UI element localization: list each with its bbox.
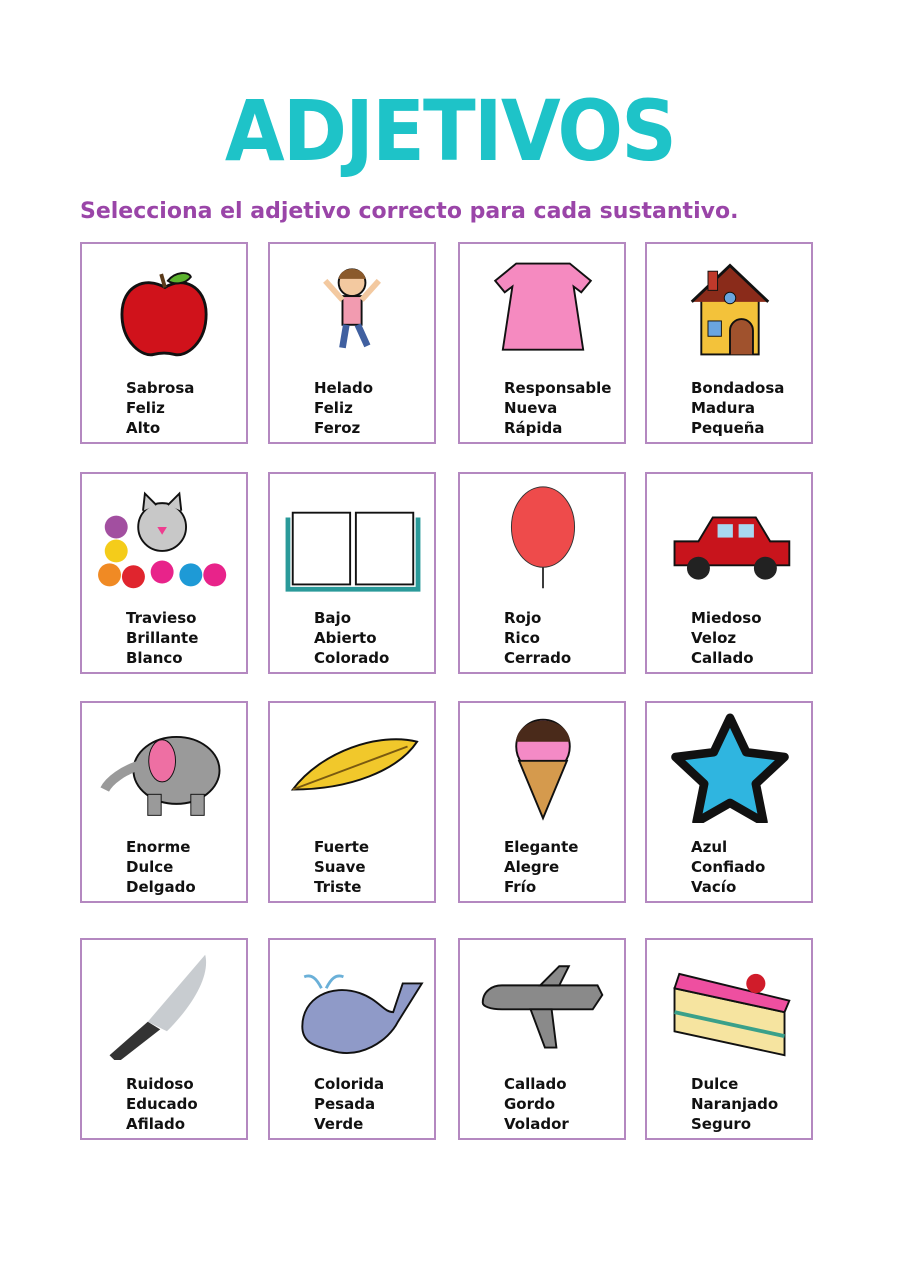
feather-icon: [280, 713, 426, 823]
card-girl: [268, 242, 436, 444]
adjective-option[interactable]: Travieso: [126, 609, 197, 627]
whale-icon: [280, 950, 426, 1060]
adjective-option[interactable]: Afilado: [126, 1115, 186, 1133]
adjective-option[interactable]: Helado: [314, 379, 374, 397]
adjective-option[interactable]: Alegre: [504, 858, 560, 876]
adjective-option[interactable]: Gordo: [504, 1095, 556, 1113]
card-apple: [80, 242, 248, 444]
adjective-option[interactable]: Rico: [504, 629, 540, 647]
adjective-options: [126, 837, 196, 897]
adjective-option[interactable]: Responsable: [504, 379, 612, 397]
adjective-option[interactable]: Veloz: [691, 629, 737, 647]
card-car: [645, 472, 813, 674]
apple-icon: [92, 254, 238, 364]
adjective-option[interactable]: Callado: [691, 649, 754, 667]
page-title: ADJETIVOS: [224, 82, 676, 180]
adjective-options: [314, 608, 389, 668]
adjective-option[interactable]: Fuerte: [314, 838, 370, 856]
adjective-options: [126, 378, 194, 438]
adjective-options: [314, 1074, 384, 1134]
card-cake: [645, 938, 813, 1140]
adjective-option[interactable]: Dulce: [126, 858, 174, 876]
adjective-option[interactable]: Blanco: [126, 649, 183, 667]
adjective-option[interactable]: Educado: [126, 1095, 198, 1113]
adjective-option[interactable]: Ruidoso: [126, 1075, 194, 1093]
card-book: [268, 472, 436, 674]
cat-icon: [92, 484, 238, 594]
adjective-option[interactable]: Alto: [126, 419, 161, 437]
adjective-option[interactable]: Colorida: [314, 1075, 385, 1093]
adjective-options: [314, 837, 369, 897]
adjective-option[interactable]: Frío: [504, 878, 537, 896]
adjective-option[interactable]: Nueva: [504, 399, 558, 417]
card-airplane: [458, 938, 626, 1140]
adjective-option[interactable]: Enorme: [126, 838, 191, 856]
adjective-option[interactable]: Delgado: [126, 878, 196, 896]
card-feather: [268, 701, 436, 903]
ice-cream-icon: [470, 713, 616, 823]
elephant-icon: [92, 713, 238, 823]
adjective-option[interactable]: Abierto: [314, 629, 377, 647]
adjective-options: [691, 378, 784, 438]
adjective-options: [691, 608, 762, 668]
cake-icon: [657, 950, 803, 1060]
card-cat: [80, 472, 248, 674]
adjective-options: [126, 608, 198, 668]
adjective-options: [504, 378, 611, 438]
knife-icon: [92, 950, 238, 1060]
adjective-option[interactable]: Feroz: [314, 419, 361, 437]
adjective-options: [126, 1074, 198, 1134]
adjective-option[interactable]: Confiado: [691, 858, 766, 876]
adjective-option[interactable]: Dulce: [691, 1075, 739, 1093]
adjective-options: [691, 837, 765, 897]
adjective-options: [504, 608, 571, 668]
card-whale: [268, 938, 436, 1140]
card-knife: [80, 938, 248, 1140]
car-icon: [657, 484, 803, 594]
adjective-option[interactable]: Naranjado: [691, 1095, 779, 1113]
book-icon: [280, 484, 426, 594]
adjective-option[interactable]: Callado: [504, 1075, 567, 1093]
airplane-icon: [470, 950, 616, 1060]
adjective-option[interactable]: Feliz: [126, 399, 165, 417]
star-icon: [657, 713, 803, 823]
instruction-text: Selecciona el adjetivo correcto para cada sustantivo.: [80, 199, 739, 224]
adjective-option[interactable]: Rojo: [504, 609, 542, 627]
card-star: [645, 701, 813, 903]
adjective-option[interactable]: Sabrosa: [126, 379, 195, 397]
adjective-option[interactable]: Brillante: [126, 629, 199, 647]
adjective-option[interactable]: Seguro: [691, 1115, 752, 1133]
card-balloon: [458, 472, 626, 674]
adjective-option[interactable]: Vacío: [691, 878, 737, 896]
adjective-options: [504, 837, 578, 897]
girl-icon: [280, 254, 426, 364]
adjective-option[interactable]: Madura: [691, 399, 755, 417]
adjective-option[interactable]: Rápida: [504, 419, 563, 437]
adjective-option[interactable]: Elegante: [504, 838, 579, 856]
adjective-options: [504, 1074, 569, 1134]
adjective-option[interactable]: Colorado: [314, 649, 390, 667]
adjective-option[interactable]: Feliz: [314, 399, 353, 417]
adjective-option[interactable]: Pequeña: [691, 419, 765, 437]
adjective-options: [691, 1074, 778, 1134]
adjective-option[interactable]: Bondadosa: [691, 379, 785, 397]
card-house: [645, 242, 813, 444]
adjective-option[interactable]: Cerrado: [504, 649, 572, 667]
adjective-option[interactable]: Verde: [314, 1115, 364, 1133]
adjective-option[interactable]: Azul: [691, 838, 728, 856]
adjective-option[interactable]: Triste: [314, 878, 362, 896]
adjective-option[interactable]: Bajo: [314, 609, 352, 627]
adjective-option[interactable]: Pesada: [314, 1095, 376, 1113]
card-elephant: [80, 701, 248, 903]
house-icon: [657, 254, 803, 364]
adjective-option[interactable]: Suave: [314, 858, 366, 876]
card-ice-cream: [458, 701, 626, 903]
adjective-option[interactable]: Volador: [504, 1115, 569, 1133]
adjective-options: [314, 378, 373, 438]
balloon-icon: [470, 484, 616, 594]
dress-icon: [470, 254, 616, 364]
adjective-option[interactable]: Miedoso: [691, 609, 762, 627]
card-dress: [458, 242, 626, 444]
